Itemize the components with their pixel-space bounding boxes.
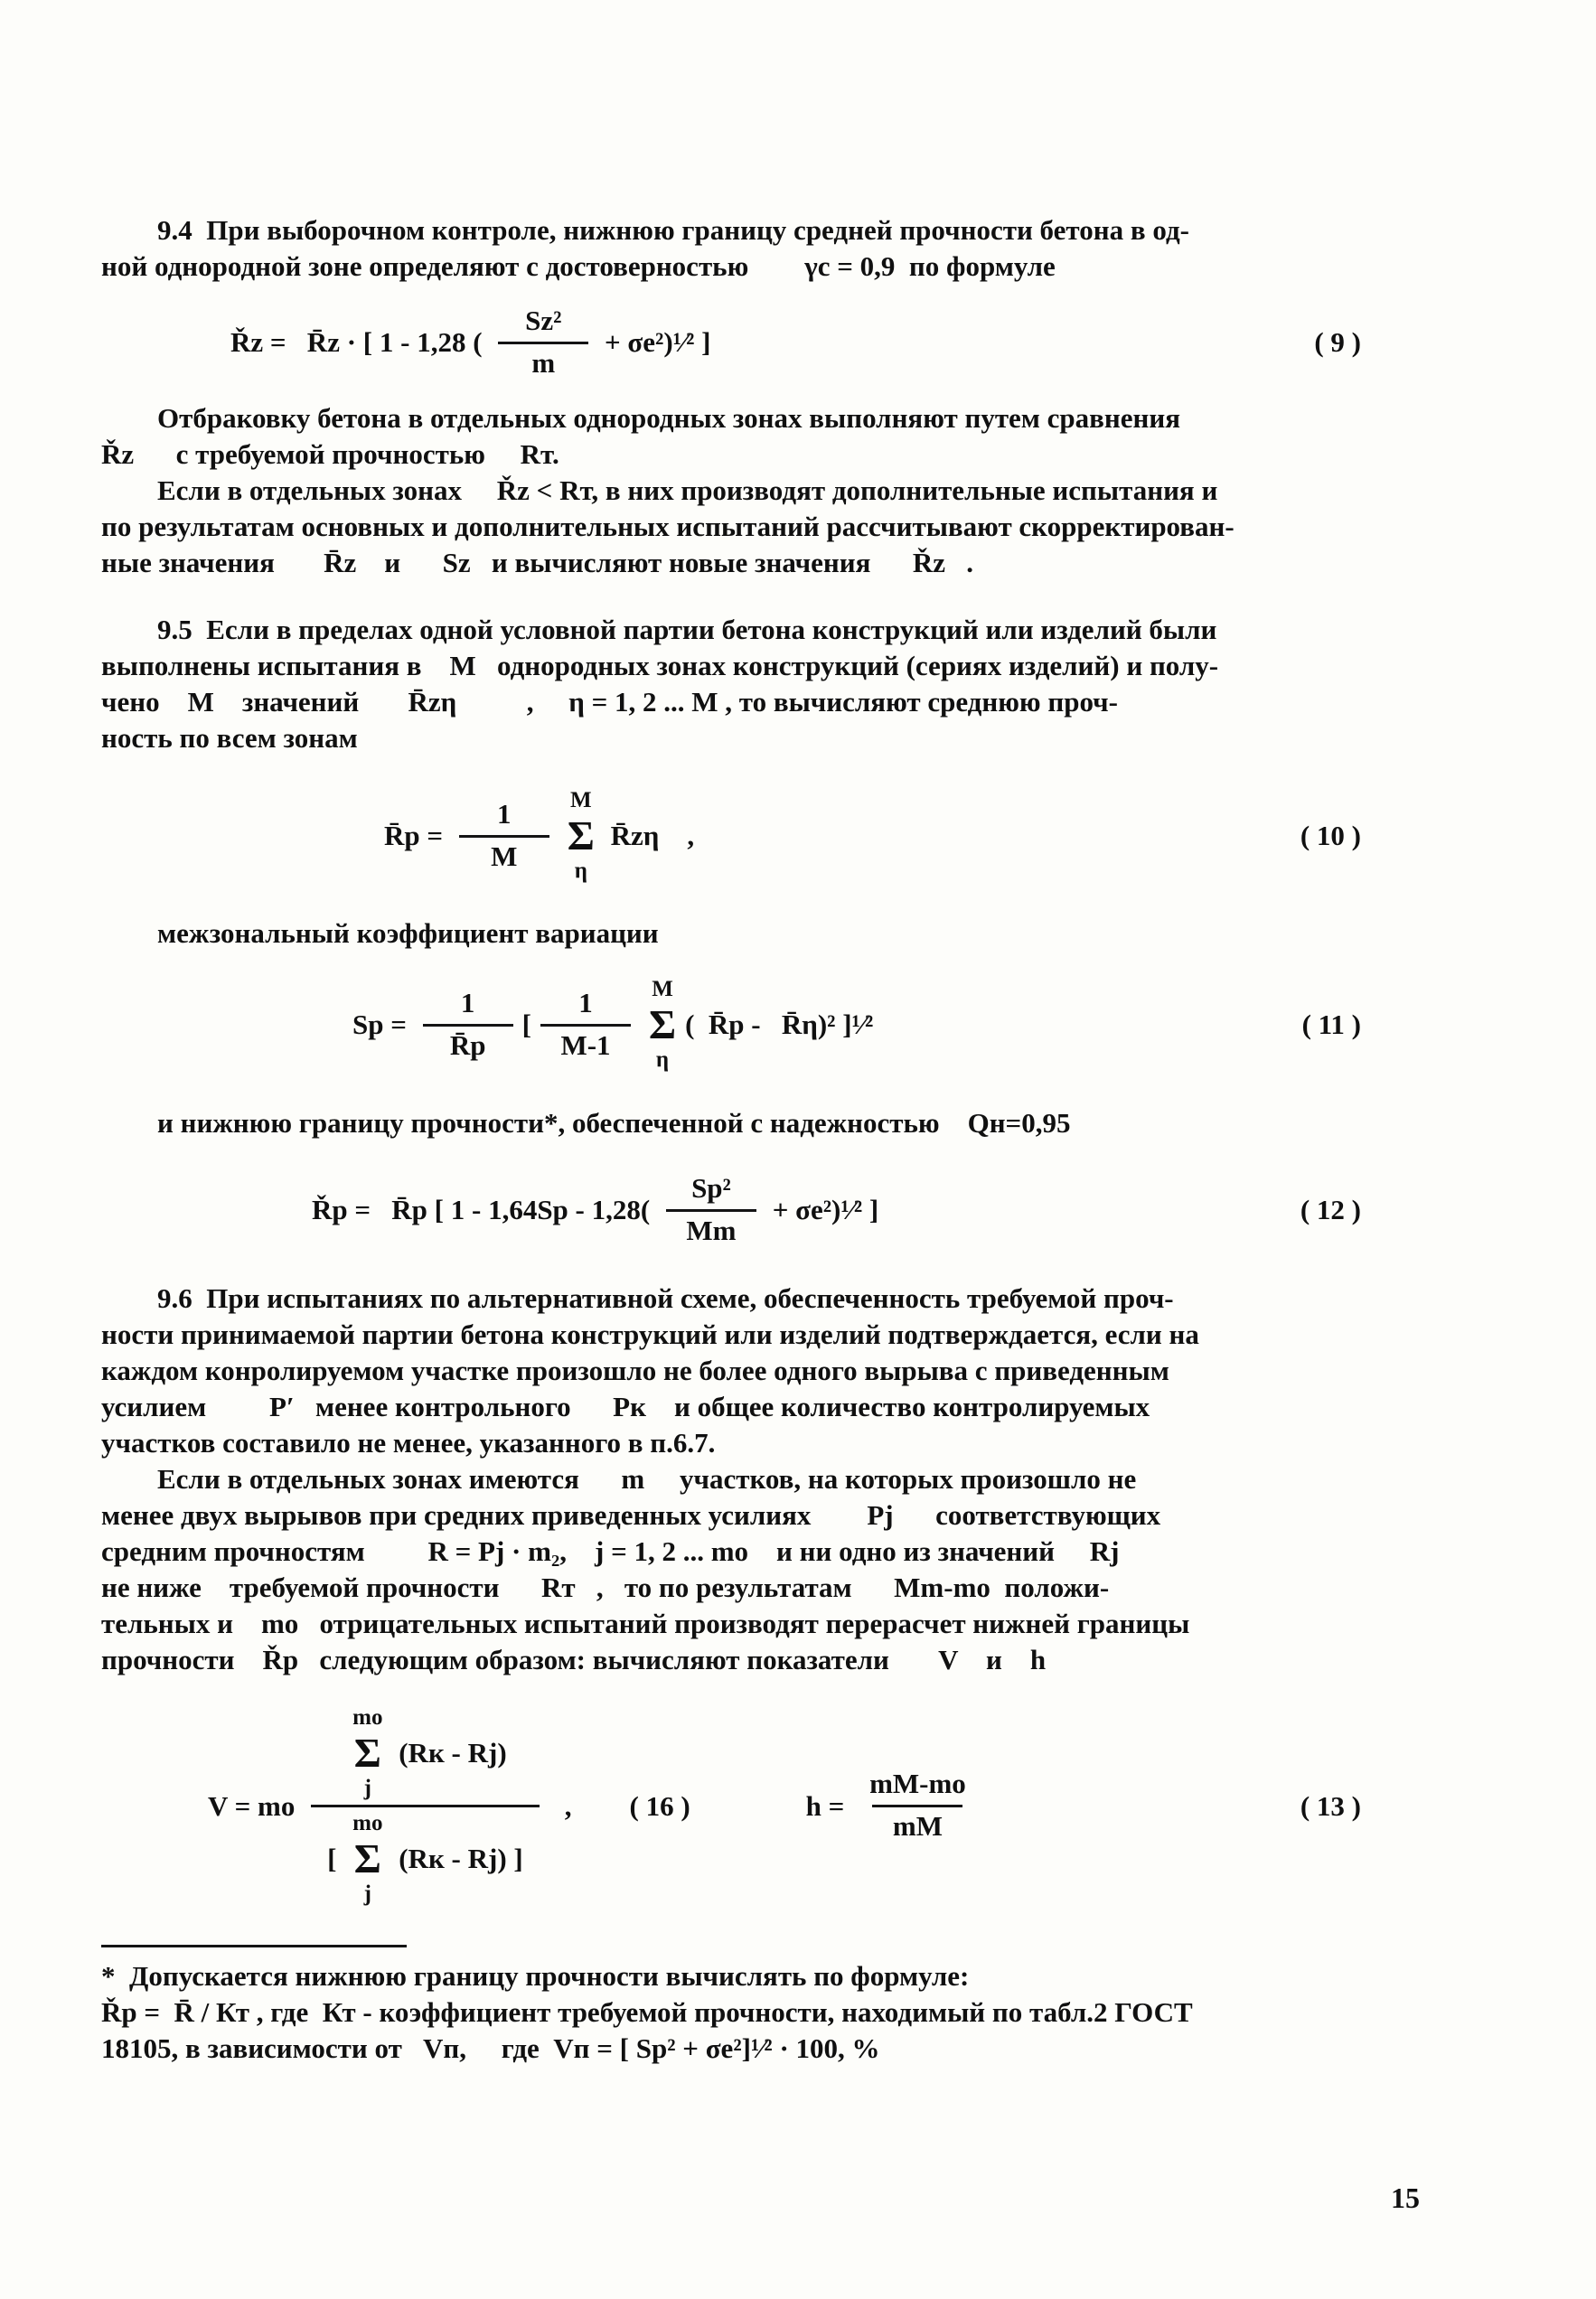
equation-number: ( 9 ) <box>1314 326 1361 358</box>
equation-number: ( 12 ) <box>1300 1194 1361 1225</box>
fraction-numerator: Sz² <box>525 304 562 336</box>
fraction-denominator: mM <box>872 1805 962 1847</box>
text-line: межзональный коэффициент вариации <box>157 917 659 949</box>
sigma-icon: Σ <box>648 1001 677 1047</box>
paragraph-9-6-text <box>101 1461 1497 1678</box>
text-line: 9.4 При выборочном контроле, нижнюю границу средней прочности бетона в од- <box>157 214 1189 246</box>
sum-operator <box>649 977 676 1073</box>
formula-lhs: Řz = R̄z · [ 1 - 1,28 ( <box>230 326 490 358</box>
formula-10-body <box>384 788 694 884</box>
sigma-icon: Σ <box>353 1835 381 1881</box>
sigma-icon: Σ <box>353 1730 381 1776</box>
fraction <box>311 1702 540 1910</box>
sum-lower-limit: η <box>574 859 587 883</box>
footnote-line: * Допускается нижнюю границу прочности вычислять по формуле: <box>101 1960 970 1992</box>
fraction-denominator: m <box>498 342 588 384</box>
equation-number: ( 16 ) <box>629 1789 690 1822</box>
formula-10 <box>384 782 1497 890</box>
footnote <box>101 1958 1497 2067</box>
formula-lhs: Řp = R̄p [ 1 - 1,64Sp - 1,28( <box>312 1194 657 1225</box>
text-line: ные значения R̄z и Sz и вычисляют новые значения Řz . <box>101 547 973 578</box>
formula-9 <box>230 296 1497 389</box>
text-line: тельных и mо отрицательных испытаний производят перерасчет нижней границы <box>101 1608 1190 1639</box>
sum-lower-limit: j <box>363 1881 371 1906</box>
fraction-numerator: 1 <box>578 986 593 1018</box>
formula-rhs: R̄zη , <box>603 820 695 851</box>
text-line: Если в отдельных зонах имеются m участков, на которых произошло не <box>157 1463 1137 1495</box>
text-line: Отбраковку бетона в отдельных однородных зонах выполняют путем сравнения <box>157 402 1181 434</box>
sum-operator <box>352 1705 382 1801</box>
text-line: каждом конролируемом участке произошло не более одного вырыва с приведенным <box>101 1355 1169 1386</box>
formula-13-body <box>806 1765 984 1847</box>
text-line: Řz с требуемой прочностью Rт. <box>101 438 559 470</box>
formula-12 <box>312 1165 1497 1255</box>
fraction-denominator: R̄p <box>423 1024 513 1066</box>
fraction-numerator: mM-mо <box>869 1768 966 1799</box>
text-line: Если в отдельных зонах Řz < Rт, в них производят дополнительные испытания и <box>157 474 1218 506</box>
fraction <box>423 984 513 1066</box>
fraction <box>459 795 549 877</box>
fraction-numerator <box>327 1702 523 1805</box>
formula-term: (Rк - Rj) <box>391 1737 507 1769</box>
paragraph-9-4 <box>101 212 1497 285</box>
formula-rhs: + σе²)¹⁄² ] <box>597 326 711 358</box>
sum-upper-limit: mо <box>352 1705 383 1730</box>
sum-operator <box>568 788 595 884</box>
text-line: чено М значений R̄zη , η = 1, 2 ... М , то вычисляют среднюю проч- <box>101 686 1118 718</box>
paragraph-9-4-text <box>101 400 1497 581</box>
formula-16-body <box>208 1702 690 1910</box>
formula-lhs: Sp = <box>352 1009 414 1040</box>
formula-rhs: ( R̄p - R̄η)² ]¹⁄² <box>685 1009 874 1040</box>
footnote-divider <box>101 1945 407 1947</box>
sum-upper-limit: М <box>652 977 673 1001</box>
equation-number: ( 11 ) <box>1301 1009 1361 1040</box>
text-line: 9.6 При испытаниях по альтернативной схеме, обеспеченность требуемой проч- <box>157 1282 1174 1314</box>
text-line: ность по всем зонам <box>101 722 358 754</box>
text-line: средним прочностям R = Рj · m₂, j = 1, 2 ... mо и ни одно из значений Rj <box>101 1535 1120 1567</box>
fraction-denominator: М <box>459 835 549 877</box>
formula-term: (Rк - Rj) ] <box>391 1843 523 1874</box>
formula-lhs: h = <box>805 1789 852 1822</box>
sum-lower-limit: j <box>363 1776 371 1800</box>
comma: , <box>564 1789 572 1822</box>
formula-rhs: + σе²)¹⁄² ] <box>765 1194 879 1225</box>
paragraph-9-5 <box>101 612 1497 756</box>
sigma-icon: Σ <box>567 812 595 859</box>
fraction-denominator <box>311 1805 540 1910</box>
fraction-denominator: Мm <box>666 1209 756 1252</box>
formula-lhs: V = mо <box>208 1789 303 1822</box>
fraction-numerator: 1 <box>497 797 512 830</box>
text-line: участков составило не менее, указанного в п.6.7. <box>101 1427 716 1459</box>
fraction <box>860 1765 975 1847</box>
text-line: менее двух вырывов при средних приведенных усилиях Рj соответствующих <box>101 1499 1161 1531</box>
text-line: не ниже требуемой прочности Rт , то по результатам Mm-mо положи- <box>101 1572 1110 1603</box>
fraction <box>540 984 631 1066</box>
sum-operator <box>352 1811 382 1907</box>
text-line: ной однородной зоне определяют с достоверностью γс = 0,9 по формуле <box>101 250 1056 282</box>
footnote-line: 18105, в зависимости от Vп, где Vп = [ Sp² + σе²]¹⁄² · 100, % <box>101 2032 880 2064</box>
formula-11-body <box>352 977 873 1073</box>
text-line: усилием Р′ менее контрольного Рк и общее количество контролируемых <box>101 1391 1150 1422</box>
formula-11 <box>352 970 1497 1080</box>
text-line: ности принимаемой партии бетона конструкций или изделий подтверждается, если на <box>101 1318 1199 1350</box>
footnote-line: Řp = R̄ / Кт , где Кт - коэффициент требуемой прочности, находимый по табл.2 ГОСТ <box>101 1996 1193 2028</box>
fraction-denominator: М-1 <box>540 1024 631 1066</box>
sum-lower-limit: η <box>655 1047 670 1072</box>
equation-number: ( 13 ) <box>1300 1789 1361 1822</box>
text-line: прочности Řp следующим образом: вычисляют показатели V и h <box>101 1644 1047 1675</box>
sum-upper-limit: М <box>570 788 592 812</box>
formula-16-13-row <box>208 1702 1497 1910</box>
page-number: 15 <box>1391 2182 1420 2214</box>
fraction-numerator: Sp² <box>691 1171 731 1204</box>
formula-lhs: R̄p = <box>384 820 450 851</box>
open-bracket: [ <box>327 1843 344 1874</box>
text-line: и нижнюю границу прочности*, обеспеченной с надежностью Qн=0,95 <box>157 1107 1071 1139</box>
open-bracket: [ <box>521 1009 531 1040</box>
text-line: 9.5 Если в пределах одной условной партии бетона конструкций или изделий были <box>157 614 1217 645</box>
text-line: выполнены испытания в М однородных зонах конструкций (сериях изделий) и полу- <box>101 650 1219 681</box>
fraction <box>498 302 588 384</box>
paragraph-9-6 <box>101 1281 1497 1461</box>
formula-9-body <box>230 302 711 384</box>
fraction <box>666 1169 756 1252</box>
formula-12-body <box>312 1169 878 1252</box>
equation-number: ( 10 ) <box>1300 820 1361 851</box>
text-line: по результатам основных и дополнительных испытаний рассчитывают скорректирован- <box>101 511 1235 542</box>
sum-upper-limit: mо <box>352 1811 383 1835</box>
fraction-numerator: 1 <box>460 986 475 1018</box>
